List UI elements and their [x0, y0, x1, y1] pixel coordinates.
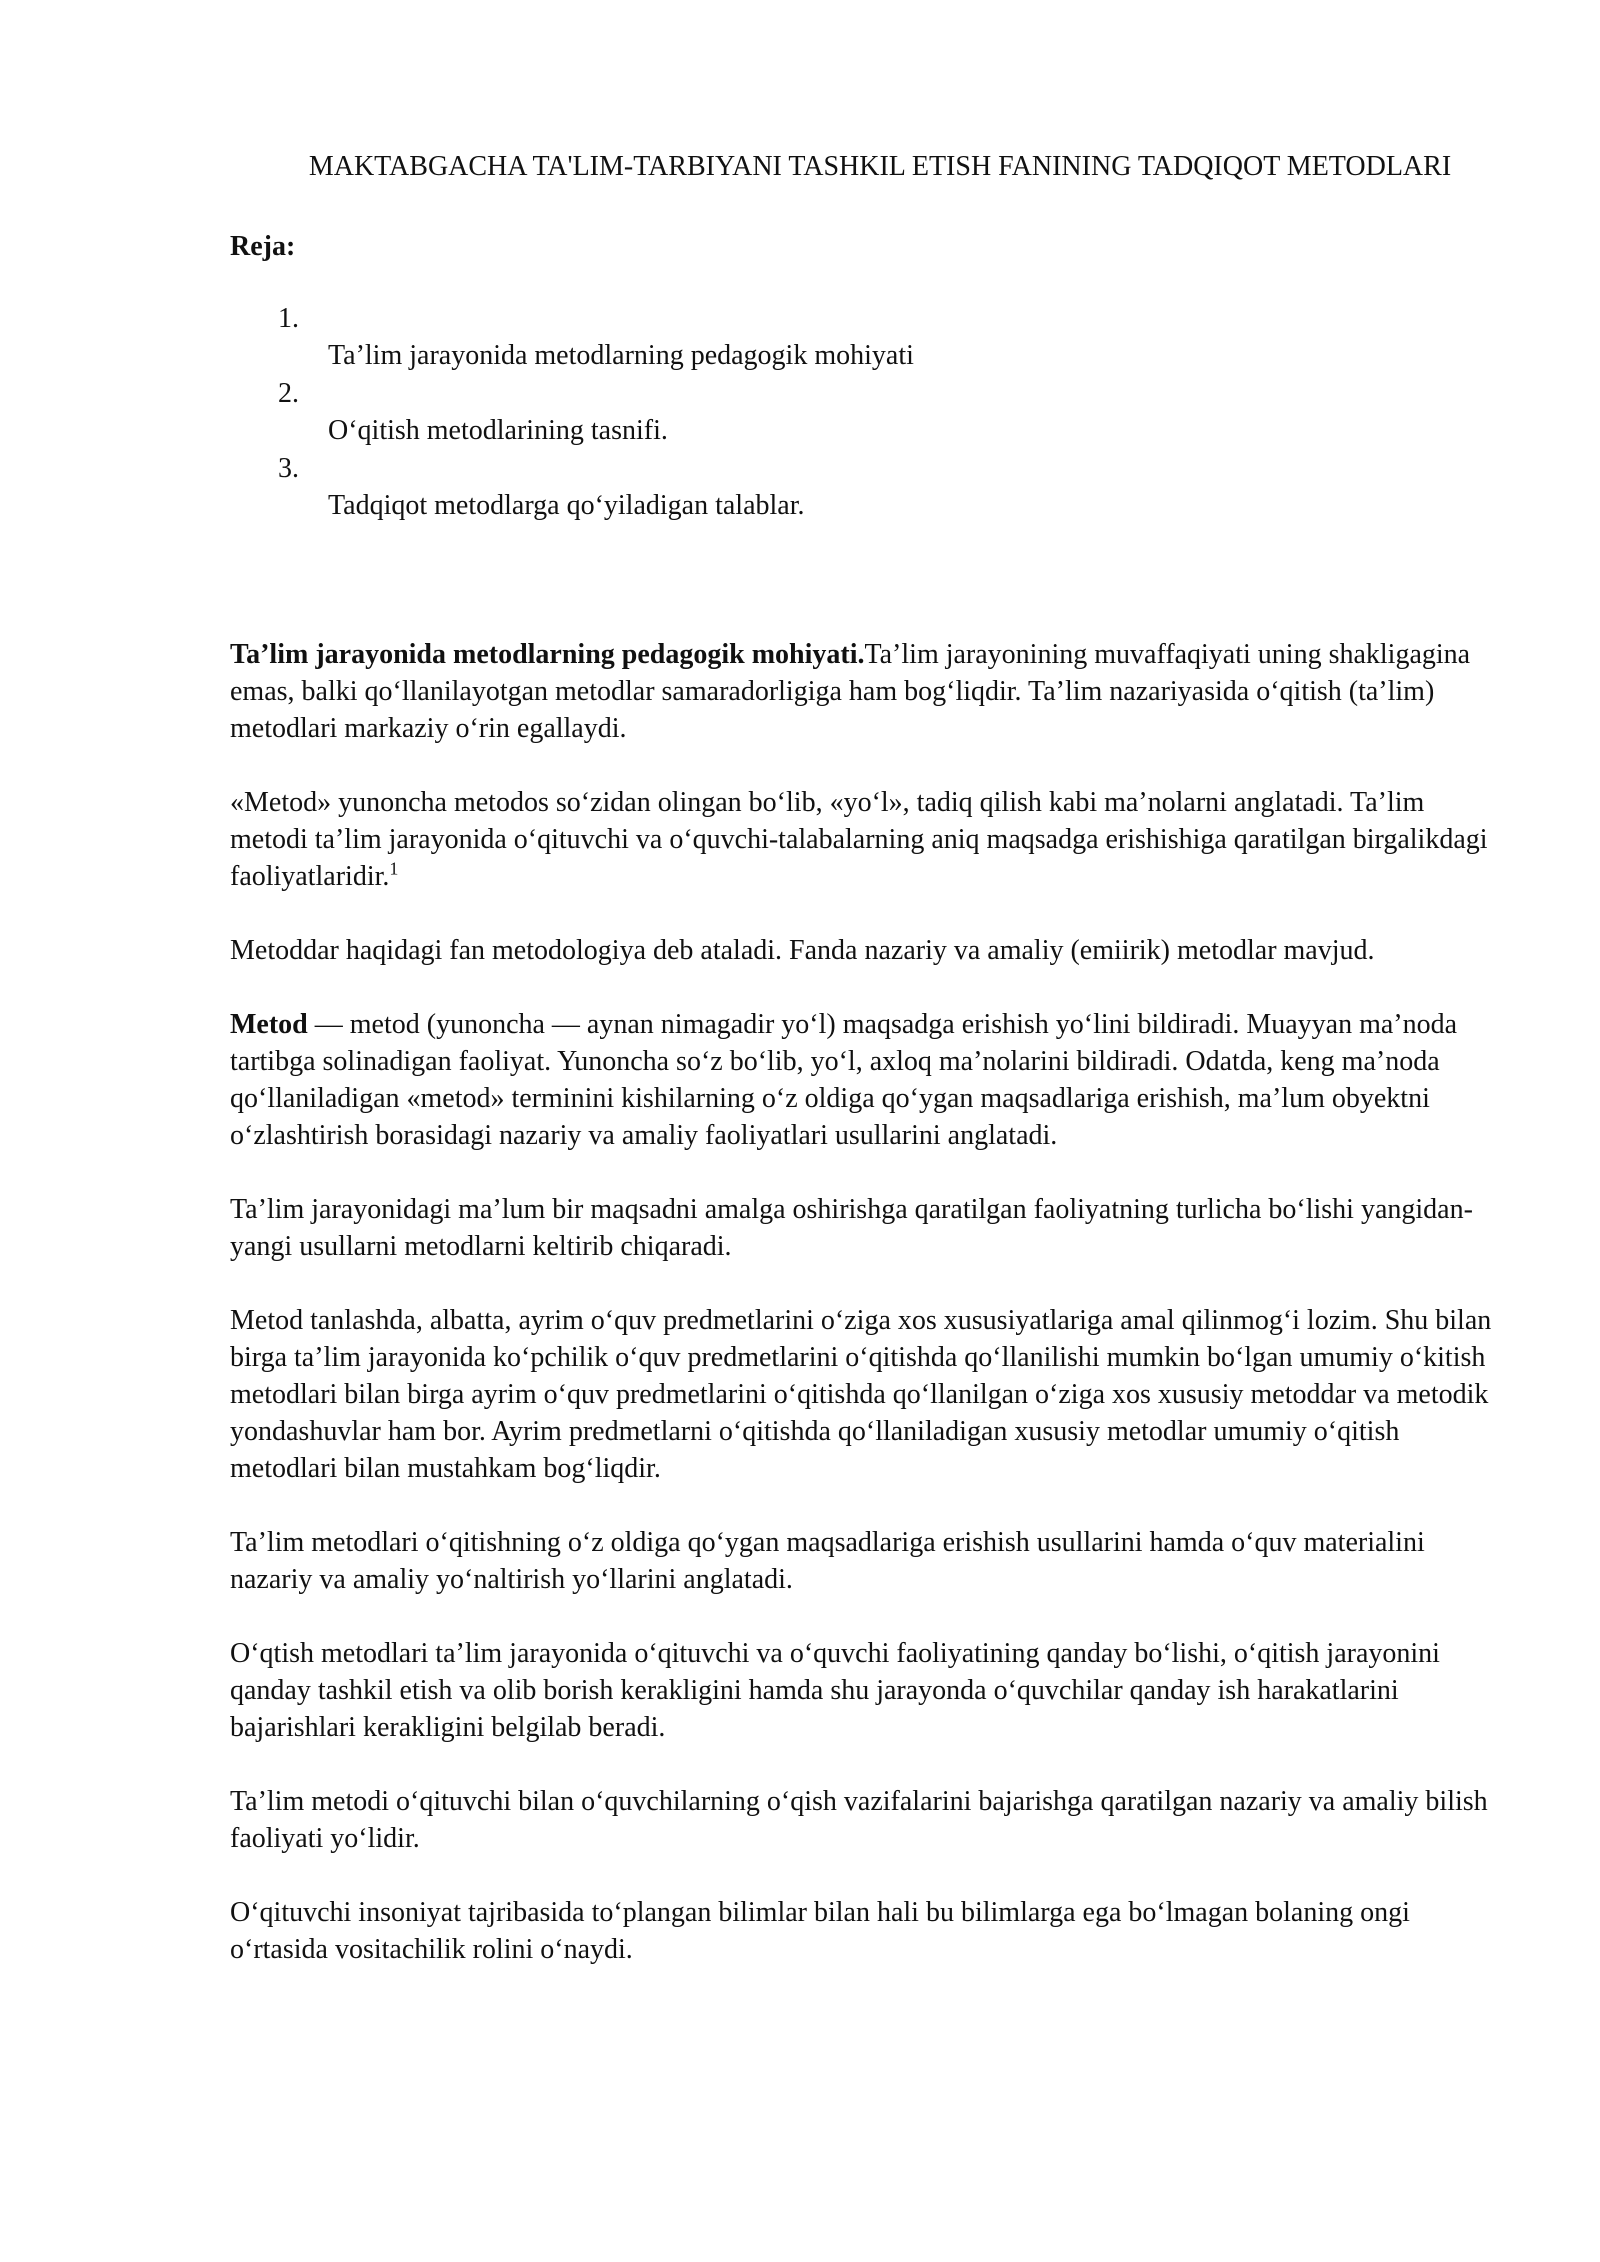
paragraph-text: Ta’lim jarayonining muvaffaqiyati uning shakligagina emas, balki qo‘llanilayotgan metodlar samaradorligiga ham bog‘liqdir. Ta’lim nazariyasida o‘qitish (ta’lim) metodlari markaziy o‘rin egallaydi.	[230, 639, 1471, 744]
plan-heading: Reja:	[230, 231, 296, 262]
plan-item	[230, 300, 1330, 375]
paragraph-text: O‘qtish metodlari ta’lim jarayonida o‘qituvchi va o‘quvchi faoliyatining qanday bo‘lishi, o‘qitish jarayonini qanday tashkil etish va olib borish kerakligini hamda shu jarayonda o‘quvchilar qanday ish harakatlarini bajarishlari kerakligini belgilab beradi.	[230, 1638, 1440, 1743]
paragraph-text: — metod (yunoncha — aynan nimagadir yo‘l) maqsadga erishish yo‘lini bildiradi. Muayyan ma’noda tartibga solinadigan faoliyat. Yunoncha so‘z bo‘lib, yo‘l, axloq ma’nolarini bildiradi. Odatda, keng ma’noda qo‘llaniladigan «metod» terminini kishilarning o‘z oldiga qo‘ygan maqsadlariga erishish, ma’lum obyektni o‘zlashtirish borasidagi nazariy va amaliy faoliyatlari usullarini anglatadi.	[230, 1009, 1458, 1151]
paragraph-text: Ta’lim metodlari o‘qitishning o‘z oldiga qo‘ygan maqsadlariga erishish usullarini hamda o‘quv materialini nazariy va amaliy yo‘naltirish yo‘llarini anglatadi.	[230, 1527, 1425, 1595]
plan-item-text: O‘qitish metodlarining tasnifi.	[328, 415, 668, 446]
paragraph	[230, 1006, 1500, 1154]
section-heading: Ta’lim jarayonida metodlarning pedagogik mohiyati.	[230, 639, 865, 670]
paragraph	[230, 784, 1500, 895]
paragraph-text: Metod tanlashda, albatta, ayrim o‘quv predmetlarini o‘ziga xos xususiyatlariga amal qilinmog‘i lozim. Shu bilan birga ta’lim jarayonida ko‘pchilik o‘quv predmetlarini o‘qitishda qo‘llanilishi mumkin bo‘lgan umumiy o‘kitish metodlari bilan birga ayrim o‘quv predmetlarini o‘qitishda qo‘llanilgan o‘ziga xos xususiy metoddar va metodik yondashuvlar ham bor. Ayrim predmetlarni o‘qitishda qo‘llaniladigan xususiy metodlar umumiy o‘qitish metodlari bilan mustahkam bog‘liqdir.	[230, 1305, 1492, 1484]
paragraph	[230, 1894, 1500, 1968]
paragraph-text: Ta’lim metodi o‘qituvchi bilan o‘quvchilarning o‘qish vazifalarini bajarishga qaratilgan nazariy va amaliy bilish faoliyati yo‘lidir.	[230, 1786, 1488, 1854]
plan-item	[230, 375, 1330, 450]
plan-item-number: 1.	[278, 303, 299, 334]
paragraph	[230, 1302, 1500, 1487]
paragraph-text: O‘qituvchi insoniyat tajribasida to‘plangan bilimlar bilan hali bu bilimlarga ega bo‘lmagan bolaning ongi o‘rtasida vositachilik rolini o‘naydi.	[230, 1897, 1410, 1965]
document-title: MAKTABGACHA TA'LIM-TARBIYANI TASHKIL ETISH FANINING TADQIQOT METODLARI	[308, 151, 1452, 182]
document-body	[230, 636, 1500, 2005]
paragraph-text: Metoddar haqidagi fan metodologiya deb ataladi. Fanda nazariy va amaliy (emiirik) metodlar mavjud.	[230, 935, 1375, 966]
paragraph	[230, 932, 1500, 969]
footnote-marker: 1	[389, 858, 399, 879]
plan-item-text: Tadqiqot metodlarga qo‘yiladigan talablar.	[328, 490, 805, 521]
paragraph	[230, 1191, 1500, 1265]
paragraph-text: «Metod» yunoncha metodos so‘zidan olingan bo‘lib, «yo‘l», tadiq qilish kabi ma’nolarni anglatadi. Ta’lim metodi ta’lim jarayonida o‘qituvchi va o‘quvchi-talabalarning aniq maqsadga erishishiga qaratilgan birgalikdagi faoliyatlaridir.	[230, 787, 1488, 892]
plan-list	[230, 300, 1330, 525]
paragraph	[230, 636, 1500, 747]
plan-item-text: Ta’lim jarayonida metodlarning pedagogik mohiyati	[328, 340, 914, 371]
plan-item-number: 2.	[278, 378, 299, 409]
paragraph	[230, 1524, 1500, 1598]
term-bold: Metod	[230, 1009, 308, 1040]
paragraph	[230, 1783, 1500, 1857]
paragraph-text: Ta’lim jarayonidagi ma’lum bir maqsadni amalga oshirishga qaratilgan faoliyatning turlicha bo‘lishi yangidan-yangi usullarni metodlarni keltirib chiqaradi.	[230, 1194, 1473, 1262]
plan-item	[230, 450, 1330, 525]
paragraph	[230, 1635, 1500, 1746]
plan-item-number: 3.	[278, 453, 299, 484]
